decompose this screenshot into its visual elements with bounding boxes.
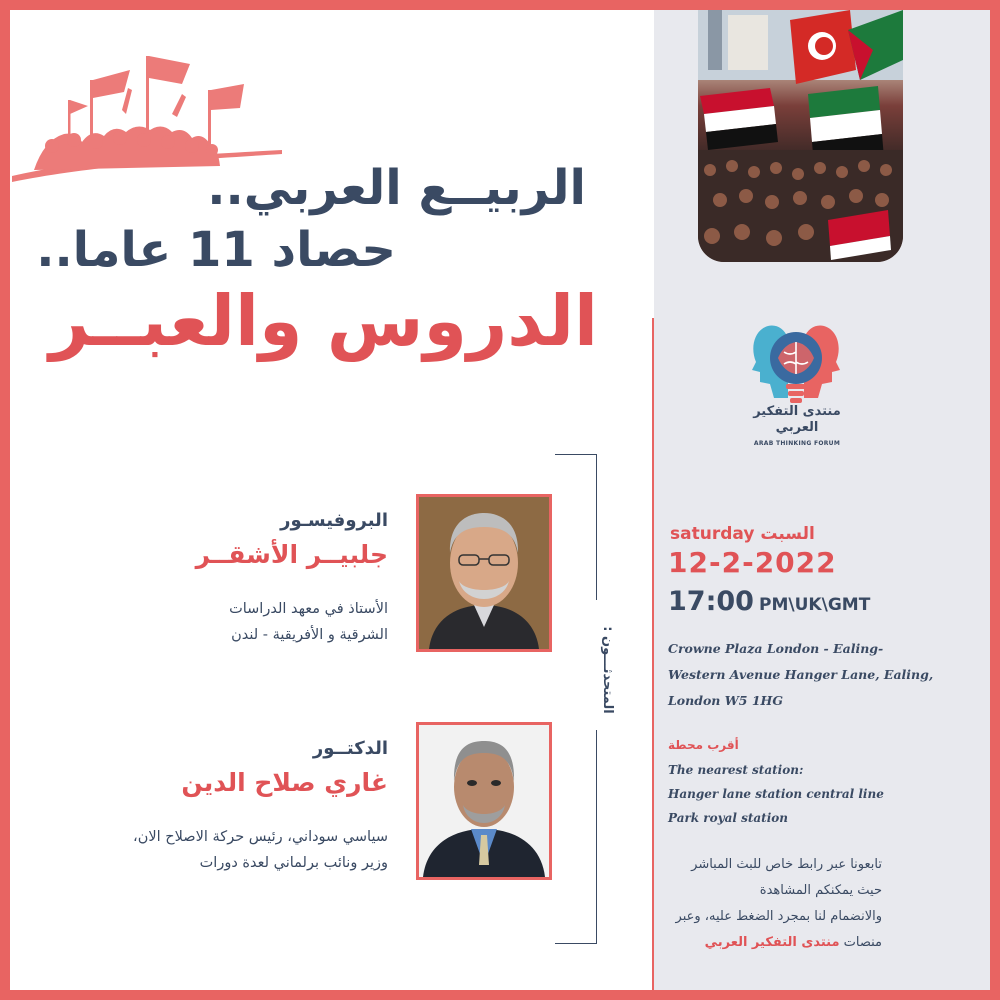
event-time [668,586,870,617]
speaker-2-desc-line-1: سياسي سوداني، رئيس حركة الاصلاح الان، [133,829,388,845]
follow-line-4 [632,930,882,956]
speaker-1-desc-line-2: الشرقية و الأفريقية - لندن [231,627,388,643]
speaker-2-role: الدكتــور [312,738,388,759]
nearest-line-2: Hanger lane station central line [668,787,884,801]
event-day-en: saturday [670,524,755,544]
title-line-2: حصاد 11 عاما.. [36,222,396,278]
speakers-label: المتحدثـــون : [600,626,615,714]
logo-name-ar-line1: منتدى التفكير [753,404,841,419]
speaker-2-desc [133,824,388,876]
follow-line-4-prefix: منصات [839,935,882,950]
logo-name-ar [712,404,882,436]
title-line-1: الربيــع العربي.. [207,160,586,216]
speaker-1-name: جلبيــر الأشقــر [195,540,388,569]
forum-name: منتدى التفكير العربي [704,935,840,950]
speaker-2-desc-line-2: وزير ونائب برلماني لعدة دورات [199,855,388,871]
speaker-2-photo [416,722,552,880]
speaker-2-name: غاري صلاح الدين [181,768,388,797]
event-time-value: 17:00 [668,586,754,617]
speaker-1-photo [416,494,552,652]
event-day-ar: السبت [760,524,815,544]
address-line-2: Western Avenue Hanger Lane, Ealing, [668,667,934,682]
nearest-station-heading: أقرب محطة [668,738,739,752]
nearest-line-1: The nearest station: [668,763,804,777]
follow-line-1: تابعونا عبر رابط خاص للبث المباشر [691,857,882,872]
speaker-1-role: البروفيسـور [280,510,388,531]
speakers-bracket [555,454,597,944]
event-day [670,524,815,544]
lightbulb-brain-icon [748,318,844,414]
follow-line-2: حيث يمكنكم المشاهدة [759,883,882,898]
event-timezone: PM\UK\GMT [759,595,871,615]
event-date: 12-2-2022 [668,546,837,579]
follow-text [632,852,882,956]
title-line-3: الدروس والعبــر [49,280,598,362]
logo-name-ar-line2: العربي [775,420,819,435]
protest-photo [698,10,903,262]
logo-name-en: ARAB THINKING FORUM [753,440,841,447]
nearest-line-3: Park royal station [668,811,789,825]
event-address [668,636,934,714]
speaker-1-desc-line-1: الأستاذ في معهد الدراسات [229,601,388,617]
speaker-1-desc [229,596,388,648]
address-line-3: London W5 1HG [668,693,784,708]
address-line-1: Crowne Plaza London - Ealing- [668,641,884,656]
follow-line-3: والانضمام لنا بمجرد الضغط عليه، وعبر [675,909,882,924]
nearest-station [668,758,918,830]
